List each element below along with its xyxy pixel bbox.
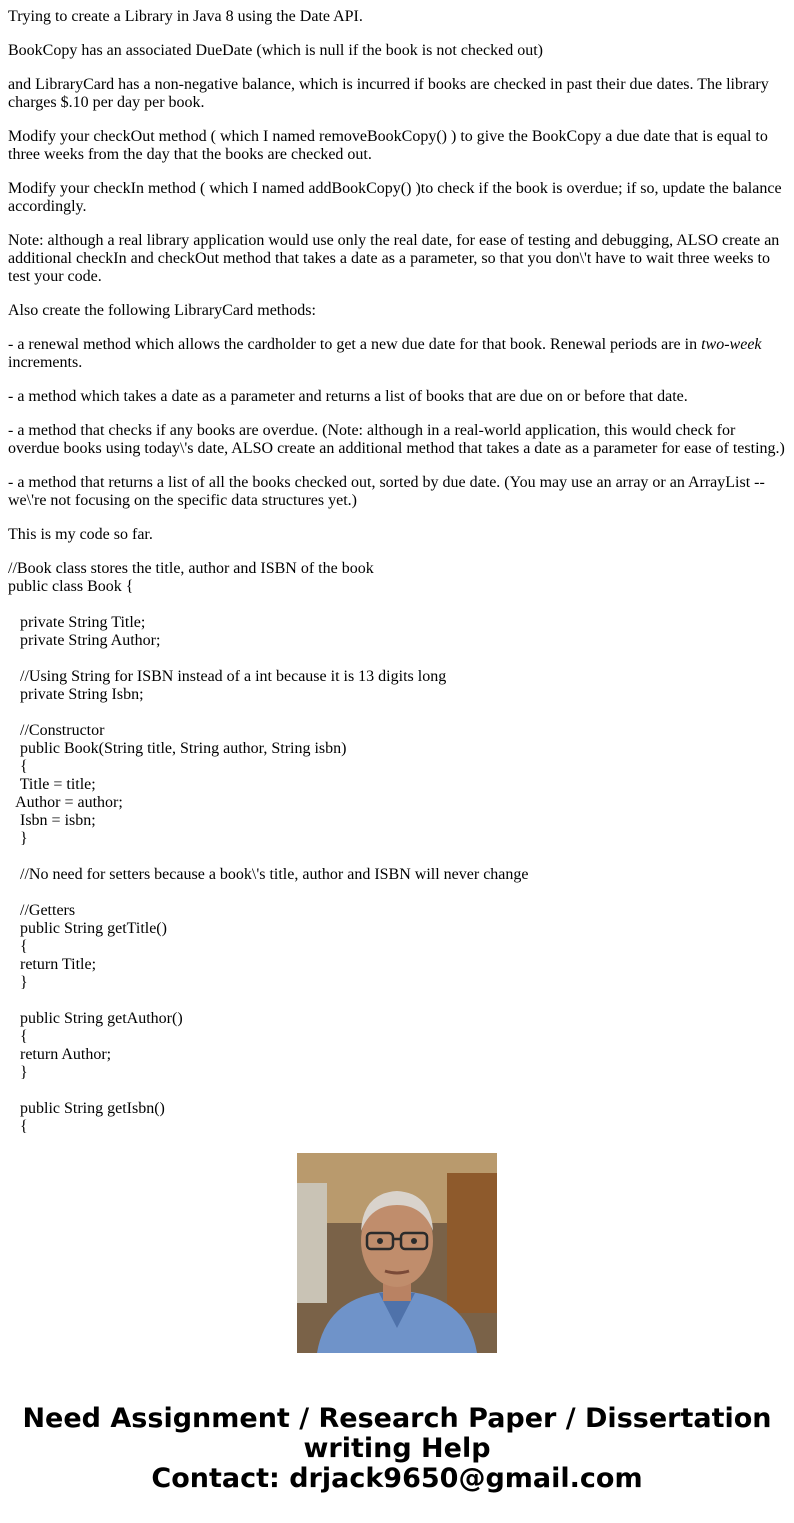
- question-paragraph: and LibraryCard has a non-negative balance, which is incurred if books are checked in past their due dates. The library charges $.10 per day per book.: [8, 76, 769, 111]
- renewal-text-end: increments.: [8, 354, 83, 371]
- code-line: public String getAuthor(): [8, 1010, 183, 1027]
- code-line: public String getIsbn(): [8, 1100, 165, 1117]
- code-line: {: [8, 938, 28, 955]
- code-line: }: [8, 974, 28, 991]
- code-line: [8, 992, 786, 1010]
- code-line: return Title;: [8, 956, 97, 973]
- question-paragraph: BookCopy has an associated DueDate (which is null if the book is not checked out): [8, 42, 543, 59]
- question-paragraph: - a method which takes a date as a parameter and returns a list of books that are due on or before that date.: [8, 388, 688, 405]
- renewal-paragraph: [8, 336, 786, 372]
- code-line: public Book(String title, String author, String isbn): [8, 740, 347, 757]
- code-line: Title = title;: [8, 776, 96, 793]
- question-paragraph: Modify your checkOut method ( which I named removeBookCopy() ) to give the BookCopy a due date that is equal to three weeks from the day that the books are checked out.: [8, 128, 768, 163]
- question-paragraph: Trying to create a Library in Java 8 using the Date API.: [8, 8, 363, 25]
- contact-banner: [0, 1404, 794, 1494]
- question-paragraph: - a method that checks if any books are overdue. (Note: although in a real-world application, this would check for overdue books using today\'s date, ALSO create an additional method that takes a date as a parameter for ease of testing.): [8, 422, 785, 457]
- code-line: //Book class stores the title, author and ISBN of the book: [8, 560, 374, 577]
- renewal-text: - a renewal method which allows the cardholder to get a new due date for that book. Renewal periods are in: [8, 336, 702, 353]
- cta-line: writing Help: [303, 1433, 491, 1464]
- code-line: {: [8, 1028, 28, 1045]
- question-paragraph: - a method that returns a list of all the books checked out, sorted by due date. (You may use an array or an ArrayList -- we\'re not focusing on the specific data structures yet.): [8, 474, 765, 509]
- code-line: private String Author;: [8, 632, 161, 649]
- code-line: {: [8, 758, 28, 775]
- code-line: public String getTitle(): [8, 920, 167, 937]
- code-line: {: [8, 1118, 28, 1135]
- code-line: [8, 650, 786, 668]
- code-line: [8, 596, 786, 614]
- code-line: private String Isbn;: [8, 686, 144, 703]
- cta-line: Need Assignment / Research Paper / Dissertation: [22, 1403, 772, 1434]
- avatar-illustration: [297, 1153, 497, 1353]
- code-line: //No need for setters because a book\'s title, author and ISBN will never change: [8, 866, 529, 883]
- code-line: //Using String for ISBN instead of a int because it is 13 digits long: [8, 668, 447, 685]
- code-line: [8, 704, 786, 722]
- question-paragraph: This is my code so far.: [8, 526, 153, 543]
- code-line: private String Title;: [8, 614, 146, 631]
- question-paragraph: Modify your checkIn method ( which I named addBookCopy() )to check if the book is overdue; if so, update the balance accordingly.: [8, 180, 782, 215]
- code-line: }: [8, 1064, 28, 1081]
- code-block: [8, 560, 786, 1136]
- code-line: Isbn = isbn;: [8, 812, 96, 829]
- code-line: //Constructor: [8, 722, 105, 739]
- code-line: }: [8, 830, 28, 847]
- code-line: return Author;: [8, 1046, 112, 1063]
- code-line: //Getters: [8, 902, 76, 919]
- code-line: public class Book {: [8, 578, 134, 595]
- renewal-emphasis: two-week: [701, 336, 762, 353]
- contact-email: Contact: drjack9650@gmail.com: [151, 1463, 643, 1494]
- question-paragraph: Note: although a real library application would use only the real date, for ease of testing and debugging, ALSO create an additional checkIn and checkOut method that takes a date as a parameter, so that you don\'t have to wait three weeks to test your code.: [8, 232, 780, 285]
- code-line: Author = author;: [8, 794, 123, 811]
- expert-avatar: [297, 1153, 497, 1353]
- question-paragraph: Also create the following LibraryCard methods:: [8, 302, 316, 319]
- question-document: [8, 0, 786, 1135]
- code-line: [8, 848, 786, 866]
- code-line: [8, 1082, 786, 1100]
- code-line: [8, 884, 786, 902]
